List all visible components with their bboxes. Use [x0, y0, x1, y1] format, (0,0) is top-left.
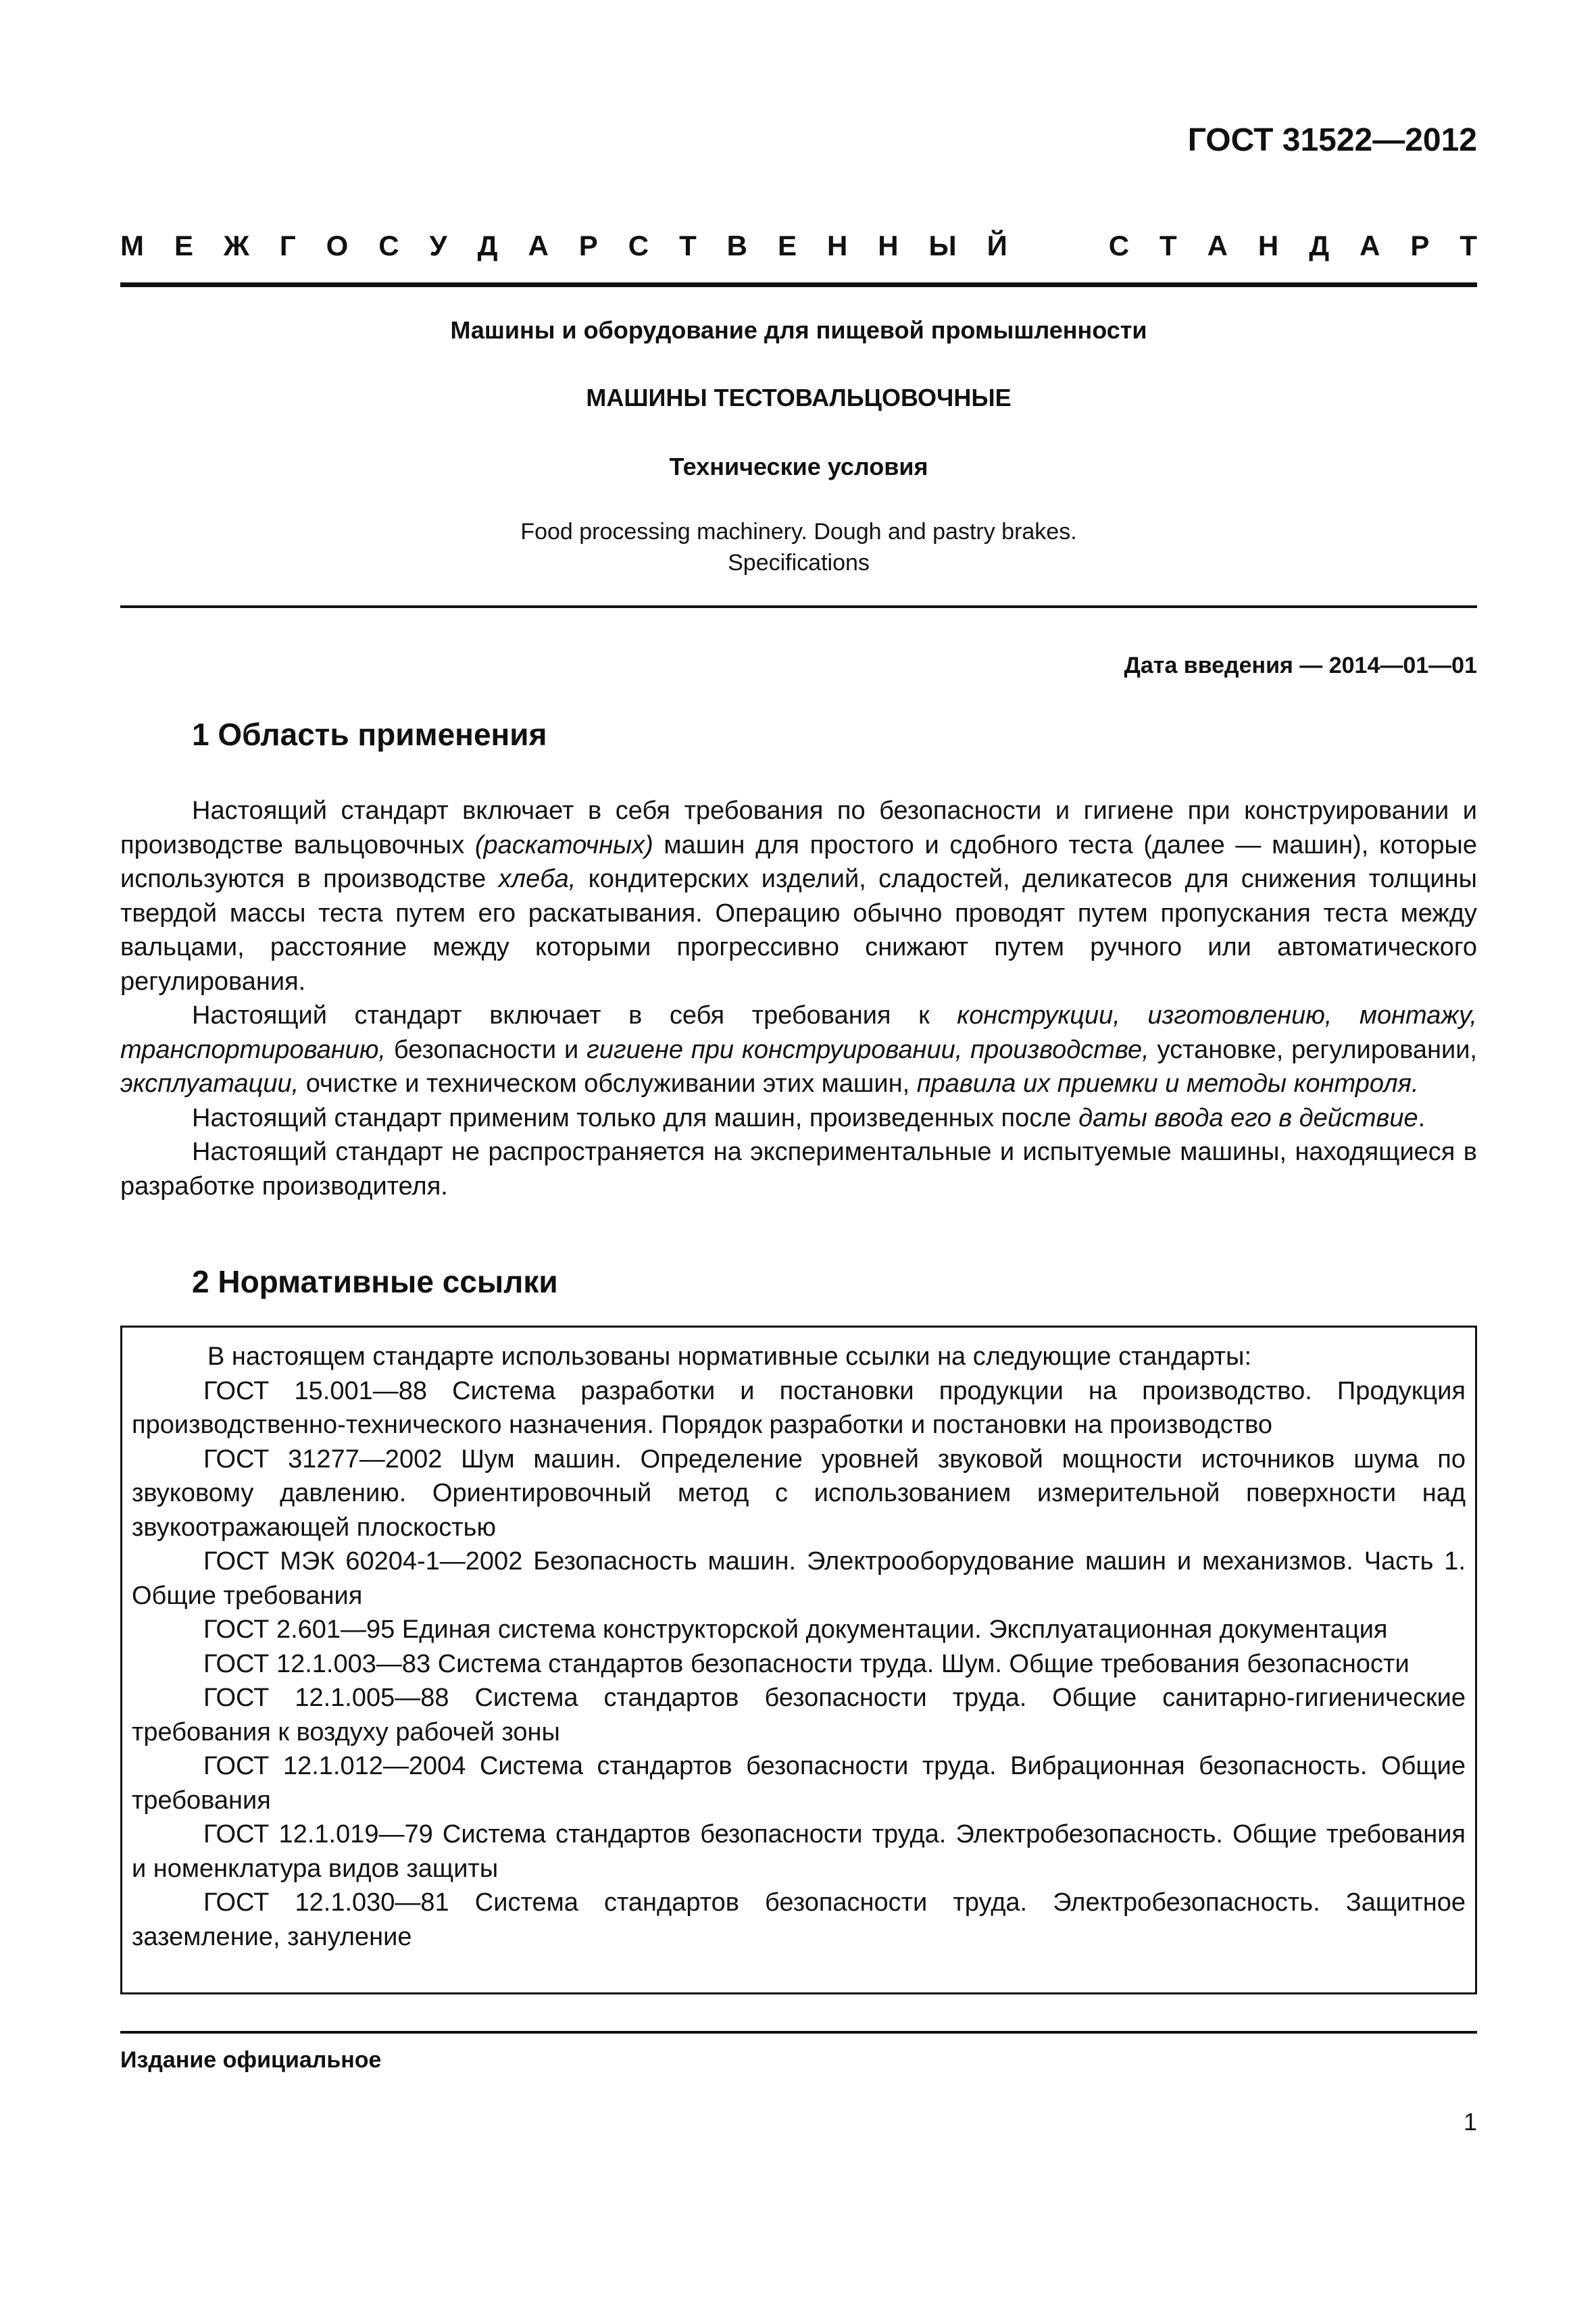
banner-word-gap: [1038, 230, 1078, 262]
title-rule: [120, 605, 1477, 608]
banner-letter: Е: [174, 230, 193, 261]
reference-item: ГОСТ 12.1.005—88 Система стандартов безопасности труда. Общие санитарно-гигиенические требования к воздуху рабочей зоны: [132, 1684, 1466, 1746]
document-number: ГОСТ 31522—2012: [1187, 122, 1477, 158]
reference-item: ГОСТ 2.601—95 Единая система конструкторской документации. Эксплуатационная документация: [203, 1615, 1388, 1644]
banner-letter: А: [1207, 230, 1228, 261]
banner-letter: А: [528, 230, 549, 261]
banner-letter: Р: [578, 230, 598, 261]
document-title: МАШИНЫ ТЕСТОВАЛЬЦОВОЧНЫЕ: [586, 384, 1012, 411]
paragraph: Настоящий стандарт включает в себя требования по безопасности и гигиене при конструировании и производстве вальцовочных (раскаточных) машин для простого и сдобного теста (далее — машин), которые используются в производстве хлеба, кондитерских изделий, сладостей, деликатесов для снижения толщины твердой массы теста путем его раскатывания. Операцию обычно проводят путем пропускания теста между вальцами, расстояние между которыми прогрессивно снижают путем ручного или автоматического регулирования.: [120, 797, 1477, 996]
english-title-line: Food processing machinery. Dough and pastry brakes.: [520, 519, 1077, 545]
banner-letter: Т: [1159, 230, 1177, 261]
paragraph: Настоящий стандарт не распространяется на экспериментальные и испытуемые машины, находящиеся в разработке производителя.: [120, 1138, 1477, 1201]
paragraph: Настоящий стандарт применим только для машин, произведенных после даты ввода его в действие.: [192, 1103, 1426, 1132]
banner-letter: С: [628, 230, 649, 261]
banner-letter: Р: [1410, 230, 1430, 261]
footer-rule: [120, 2031, 1477, 2034]
banner-letter: Г: [279, 230, 296, 261]
banner-letter: С: [1108, 230, 1130, 261]
banner-letter: Д: [477, 230, 498, 261]
banner-letter: Е: [777, 230, 797, 261]
paragraph: Настоящий стандарт включает в себя требования к конструкции, изготовлению, монтажу, транспортированию, безопасности и гигиене при конструировании, производстве, установке, регулировании, эксплуатации, очистке и техническом обслуживании этих машин, правила их приемки и методы контроля.: [120, 1001, 1477, 1098]
section-1-heading: 1 Область применения: [192, 717, 547, 752]
banner-letter: С: [378, 230, 399, 261]
reference-item: ГОСТ 12.1.030—81 Система стандартов безопасности труда. Электробезопасность. Защитное заземление, зануление: [132, 1888, 1466, 1951]
reference-item: ГОСТ 12.1.003—83 Система стандартов безопасности труда. Шум. Общие требования безопасности: [203, 1649, 1410, 1678]
section-2-heading: 2 Нормативные ссылки: [192, 1264, 558, 1299]
interstate-standard-banner: [120, 230, 1477, 262]
header-rule: [120, 282, 1477, 287]
document-subtitle: Технические условия: [669, 453, 928, 480]
category-heading: Машины и оборудование для пищевой промышленности: [450, 316, 1147, 344]
banner-letter: Й: [987, 230, 1007, 261]
banner-letter: Ы: [928, 230, 957, 261]
banner-letter: А: [1360, 230, 1380, 261]
official-edition-label: Издание официальное: [120, 2047, 382, 2073]
reference-item: ГОСТ 12.1.019—79 Система стандартов безопасности труда. Электробезопасность. Общие требования и номенклатура видов защиты: [132, 1820, 1466, 1883]
banner-letter: Н: [826, 230, 848, 261]
reference-item: ГОСТ МЭК 60204-1—2002 Безопасность машин. Электрооборудование машин и механизмов. Часть 1. Общие требования: [132, 1547, 1466, 1610]
banner-letter: Д: [1309, 230, 1330, 261]
banner-letter: М: [120, 230, 144, 261]
section-1-body: [120, 794, 1477, 1203]
banner-letter: В: [726, 230, 748, 261]
banner-letter: Т: [1460, 230, 1477, 261]
banner-letter: Ж: [223, 230, 249, 261]
reference-item: ГОСТ 31277—2002 Шум машин. Определение уровней звуковой мощности источников шума по звуковому давлению. Ориентировочный метод с использованием измерительной поверхности над звукоотражающей плоскостью: [132, 1444, 1466, 1542]
banner-letter: О: [326, 230, 349, 261]
normative-references-box: [120, 1326, 1477, 1994]
references-intro: В настоящем стандарте использованы нормативные ссылки на следующие стандарты:: [207, 1342, 1252, 1371]
banner-letter: Т: [679, 230, 697, 261]
introduction-date: Дата введения — 2014—01—01: [1124, 653, 1477, 678]
banner-letter: Н: [1257, 230, 1279, 261]
reference-item: ГОСТ 12.1.012—2004 Система стандартов безопасности труда. Вибрационная безопасность. Общие требования: [132, 1752, 1466, 1815]
english-title-line: Specifications: [728, 550, 870, 576]
reference-item: ГОСТ 15.001—88 Система разработки и постановки продукции на производство. Продукция производственно-технического назначения. Порядок разработки и постановки на производство: [132, 1376, 1466, 1439]
banner-letter: У: [429, 230, 447, 261]
english-title: [120, 516, 1477, 578]
banner-letter: Н: [878, 230, 899, 261]
page-number: 1: [1463, 2108, 1477, 2136]
